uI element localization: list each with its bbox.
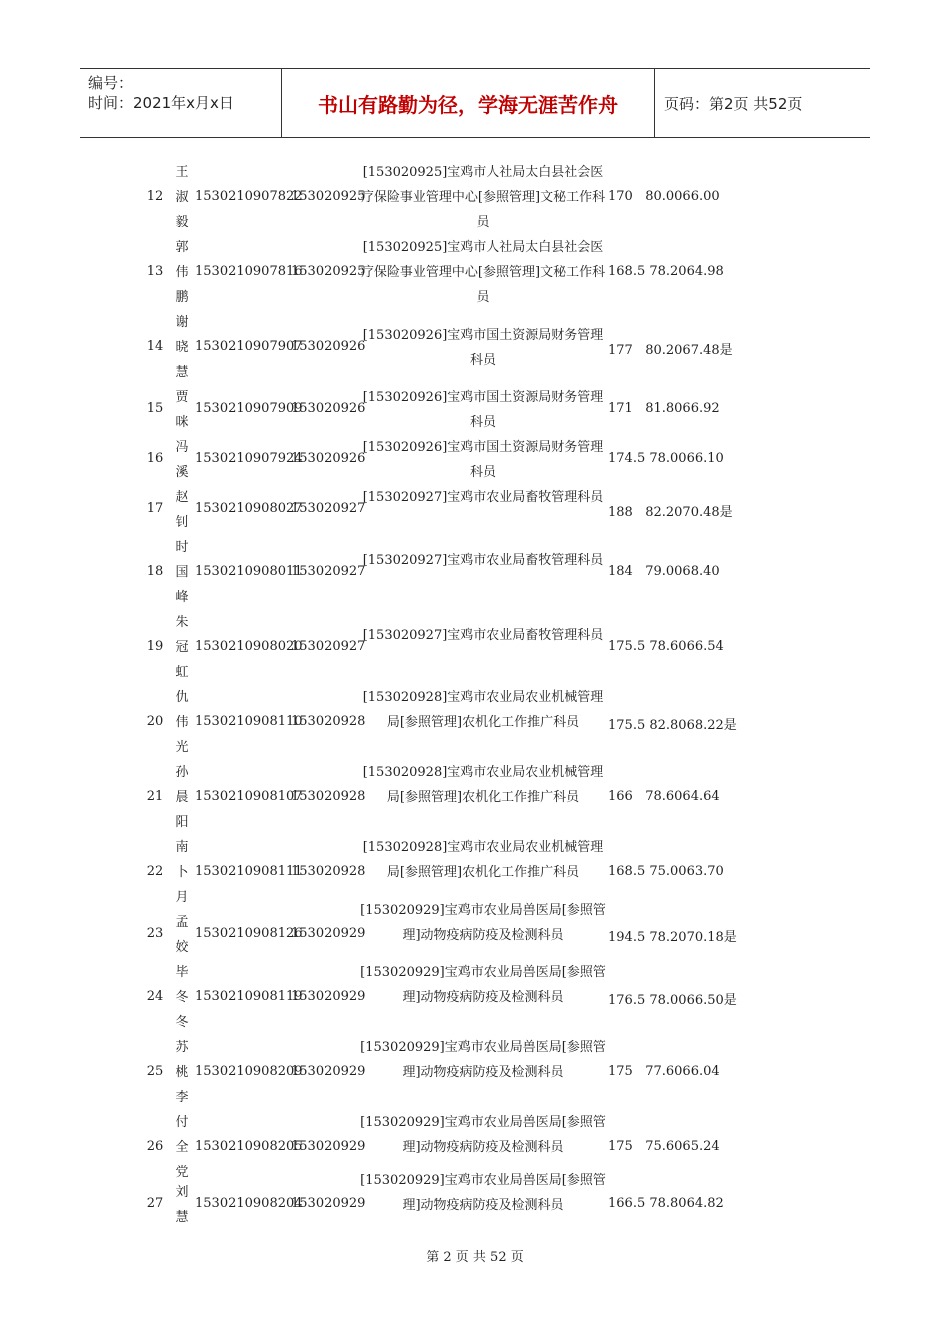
- position-code: 153020929: [291, 1138, 366, 1154]
- table-row: [0, 1172, 950, 1230]
- name-char: 全: [175, 1140, 189, 1155]
- exam-id: 1530210908111: [195, 863, 303, 879]
- position-code: 153020929: [291, 988, 366, 1004]
- exam-id: 1530210907909: [195, 401, 303, 416]
- name-char: 慧: [175, 1210, 189, 1225]
- name-char: 冠: [175, 640, 189, 655]
- header-motto: 书山有路勤为径，学海无涯苦作舟: [281, 69, 655, 137]
- scores: 175.5 82.8068.22是: [608, 717, 737, 733]
- page-footer: 第 2 页 共 52 页: [426, 1250, 524, 1265]
- name-char: 国: [175, 565, 189, 580]
- position-name: [153020926]宝鸡市国土资源局财务管理科员: [362, 390, 604, 430]
- position-name: [153020927]宝鸡市农业局畜牧管理科员: [362, 490, 604, 505]
- row-number: 27: [146, 1196, 164, 1211]
- name-char: 贾: [175, 390, 189, 405]
- position-code: 153020927: [291, 563, 366, 579]
- row-number: 13: [146, 263, 164, 279]
- position-name: [153020929]宝鸡市农业局兽医局[参照管理]动物疫病防疫及检测科员: [360, 965, 606, 1005]
- position-code: 153020926: [291, 401, 366, 416]
- name-char: 南: [175, 840, 189, 855]
- scores: 175 77.6066.04: [608, 1063, 720, 1079]
- candidate-name: [172, 910, 192, 960]
- name-char: 咪: [175, 415, 189, 430]
- name-char: 孟: [175, 915, 189, 930]
- candidate-name: [172, 535, 192, 610]
- name-char: 晨: [175, 790, 189, 805]
- name-char: 光: [175, 740, 189, 755]
- position-code: 153020925: [291, 263, 366, 279]
- candidate-name: [172, 1180, 192, 1230]
- document-code-label: 编号：: [88, 74, 134, 92]
- name-char: 赵: [175, 490, 189, 505]
- exam-id: 1530210907822: [195, 188, 303, 204]
- name-char: 桃: [175, 1065, 189, 1080]
- scores: 177 80.2067.48是: [608, 342, 733, 358]
- table-row: [0, 235, 950, 310]
- row-number: 19: [146, 638, 164, 654]
- row-number: 12: [146, 188, 164, 204]
- row-number: 22: [146, 863, 164, 879]
- row-number: 24: [146, 988, 164, 1004]
- position-code: 153020926: [291, 338, 366, 354]
- name-char: 淑: [175, 190, 189, 205]
- scores: 194.5 78.2070.18是: [608, 930, 737, 945]
- table-row: [0, 435, 950, 485]
- scores: 171 81.8066.92: [608, 401, 720, 416]
- exam-id: 1530210908205: [195, 1138, 303, 1154]
- table-row: [0, 310, 950, 385]
- position-name: [153020928]宝鸡市农业局农业机械管理局[参照管理]农机化工作推广科员: [362, 840, 604, 880]
- candidate-name: [172, 160, 192, 235]
- table-row: [0, 535, 950, 610]
- candidate-name: [172, 610, 192, 685]
- row-number: 26: [146, 1138, 164, 1154]
- name-char: 付: [175, 1115, 189, 1130]
- row-number: 18: [146, 563, 164, 579]
- table-row: [0, 760, 950, 835]
- row-number: 23: [146, 926, 164, 941]
- name-char: 刘: [175, 1185, 189, 1200]
- scores: 170 80.0066.00: [608, 188, 720, 204]
- candidate-name: [172, 1110, 192, 1185]
- name-char: 孙: [175, 765, 189, 780]
- name-char: 钊: [175, 515, 189, 530]
- name-char: 溪: [175, 465, 189, 480]
- name-char: 党: [175, 1165, 189, 1180]
- page-header: [80, 68, 870, 138]
- name-char: 仇: [175, 690, 189, 705]
- position-name: [153020927]宝鸡市农业局畜牧管理科员: [362, 552, 604, 568]
- exam-id: 1530210908107: [195, 788, 303, 804]
- position-name: [153020926]宝鸡市国土资源局财务管理科员: [362, 327, 604, 368]
- candidate-name: [172, 685, 192, 760]
- table-row: [0, 160, 950, 235]
- scores: 174.5 78.0066.10: [608, 451, 724, 466]
- row-number: 14: [146, 338, 164, 354]
- row-number: 21: [146, 788, 164, 804]
- row-number: 16: [146, 451, 164, 466]
- name-char: 谢: [175, 315, 189, 330]
- name-char: 冯: [175, 440, 189, 455]
- scores: 176.5 78.0066.50是: [608, 992, 737, 1008]
- name-char: 苏: [175, 1040, 189, 1055]
- position-name: [153020929]宝鸡市农业局兽医局[参照管理]动物疫病防疫及检测科员: [360, 1115, 606, 1155]
- name-char: 李: [175, 1090, 189, 1105]
- position-code: 153020929: [291, 926, 366, 941]
- name-char: 时: [175, 540, 189, 555]
- name-char: 卜: [175, 865, 189, 880]
- position-code: 153020929: [291, 1196, 366, 1211]
- name-char: 月: [175, 890, 189, 905]
- candidate-name: [172, 235, 192, 310]
- table-row: [0, 902, 950, 960]
- name-char: 冬: [175, 990, 189, 1005]
- position-name: [153020929]宝鸡市农业局兽医局[参照管理]动物疫病防疫及检测科员: [360, 1040, 606, 1080]
- name-char: 晓: [175, 340, 189, 355]
- position-name: [153020929]宝鸡市农业局兽医局[参照管理]动物疫病防疫及检测科员: [360, 902, 606, 943]
- exam-id: 1530210908011: [195, 563, 303, 579]
- scores: 184 79.0068.40: [608, 563, 720, 579]
- candidate-name: [172, 960, 192, 1035]
- row-number: 25: [146, 1063, 164, 1079]
- candidate-name: [172, 485, 192, 535]
- exam-id: 1530210908204: [195, 1196, 303, 1211]
- position-code: 153020926: [291, 451, 366, 466]
- position-code: 153020925: [291, 188, 366, 204]
- position-name: [153020928]宝鸡市农业局农业机械管理局[参照管理]农机化工作推广科员: [362, 765, 604, 805]
- position-name: [153020926]宝鸡市国土资源局财务管理科员: [362, 440, 604, 480]
- candidate-name: [172, 835, 192, 910]
- position-code: 153020927: [291, 638, 366, 654]
- table-row: [0, 960, 950, 1035]
- name-char: 虹: [175, 665, 189, 680]
- position-code: 153020928: [291, 788, 366, 804]
- table-row: [0, 385, 950, 435]
- exam-id: 1530210907907: [195, 338, 303, 354]
- position-name: [153020929]宝鸡市农业局兽医局[参照管理]动物疫病防疫及检测科员: [360, 1172, 606, 1213]
- candidate-name: [172, 1035, 192, 1110]
- candidate-name: [172, 385, 192, 435]
- exam-id: 1530210908020: [195, 638, 303, 654]
- position-code: 153020929: [291, 1063, 366, 1079]
- position-code: 153020928: [291, 863, 366, 879]
- name-char: 冬: [175, 1015, 189, 1030]
- position-name: [153020928]宝鸡市农业局农业机械管理局[参照管理]农机化工作推广科员: [362, 690, 604, 730]
- candidate-name: [172, 760, 192, 835]
- candidate-name: [172, 435, 192, 485]
- row-number: 20: [146, 713, 164, 729]
- name-char: 王: [175, 165, 189, 180]
- name-char: 毕: [175, 965, 189, 980]
- position-name: [153020927]宝鸡市农业局畜牧管理科员: [362, 627, 604, 643]
- position-code: 153020928: [291, 713, 366, 729]
- name-char: 鹏: [175, 290, 189, 305]
- exam-id: 1530210907924: [195, 451, 303, 466]
- exam-id: 1530210908126: [195, 926, 303, 941]
- candidate-name: [172, 310, 192, 385]
- position-code: 153020927: [291, 501, 366, 516]
- scores: 168.5 78.2064.98: [608, 263, 724, 279]
- name-char: 峰: [175, 590, 189, 605]
- position-name: [153020925]宝鸡市人社局太白县社会医疗保险事业管理中心[参照管理]文秘工作科员: [360, 165, 606, 230]
- document-time-label: 时间：2021年x月x日: [88, 94, 234, 112]
- row-number: 15: [146, 401, 164, 416]
- name-char: 毅: [175, 215, 189, 230]
- row-number: 17: [146, 501, 164, 516]
- name-char: 伟: [175, 715, 189, 730]
- name-char: 阳: [175, 815, 189, 830]
- header-page-number: 页码：第2页 共52页: [664, 94, 803, 113]
- scores: 175.5 78.6066.54: [608, 638, 724, 654]
- exam-id: 1530210907816: [195, 263, 303, 279]
- exam-id: 1530210908119: [195, 988, 303, 1004]
- table-row: [0, 610, 950, 685]
- position-name: [153020925]宝鸡市人社局太白县社会医疗保险事业管理中心[参照管理]文秘工作科员: [360, 240, 606, 305]
- scores: 168.5 75.0063.70: [608, 863, 724, 879]
- name-char: 姣: [175, 940, 189, 955]
- exam-id: 1530210908110: [195, 713, 303, 729]
- name-char: 伟: [175, 265, 189, 280]
- scores: 188 82.2070.48是: [608, 505, 733, 520]
- exam-id: 1530210908209: [195, 1063, 303, 1079]
- exam-id: 1530210908027: [195, 501, 303, 516]
- name-char: 慧: [175, 365, 189, 380]
- name-char: 朱: [175, 615, 189, 630]
- name-char: 郭: [175, 240, 189, 255]
- scores: 166 78.6064.64: [608, 788, 720, 804]
- table-row: [0, 485, 950, 535]
- scores: 166.5 78.8064.82: [608, 1196, 724, 1211]
- table-row: [0, 685, 950, 760]
- table-row: [0, 1035, 950, 1110]
- scores: 175 75.6065.24: [608, 1138, 720, 1154]
- header-info: [80, 69, 280, 137]
